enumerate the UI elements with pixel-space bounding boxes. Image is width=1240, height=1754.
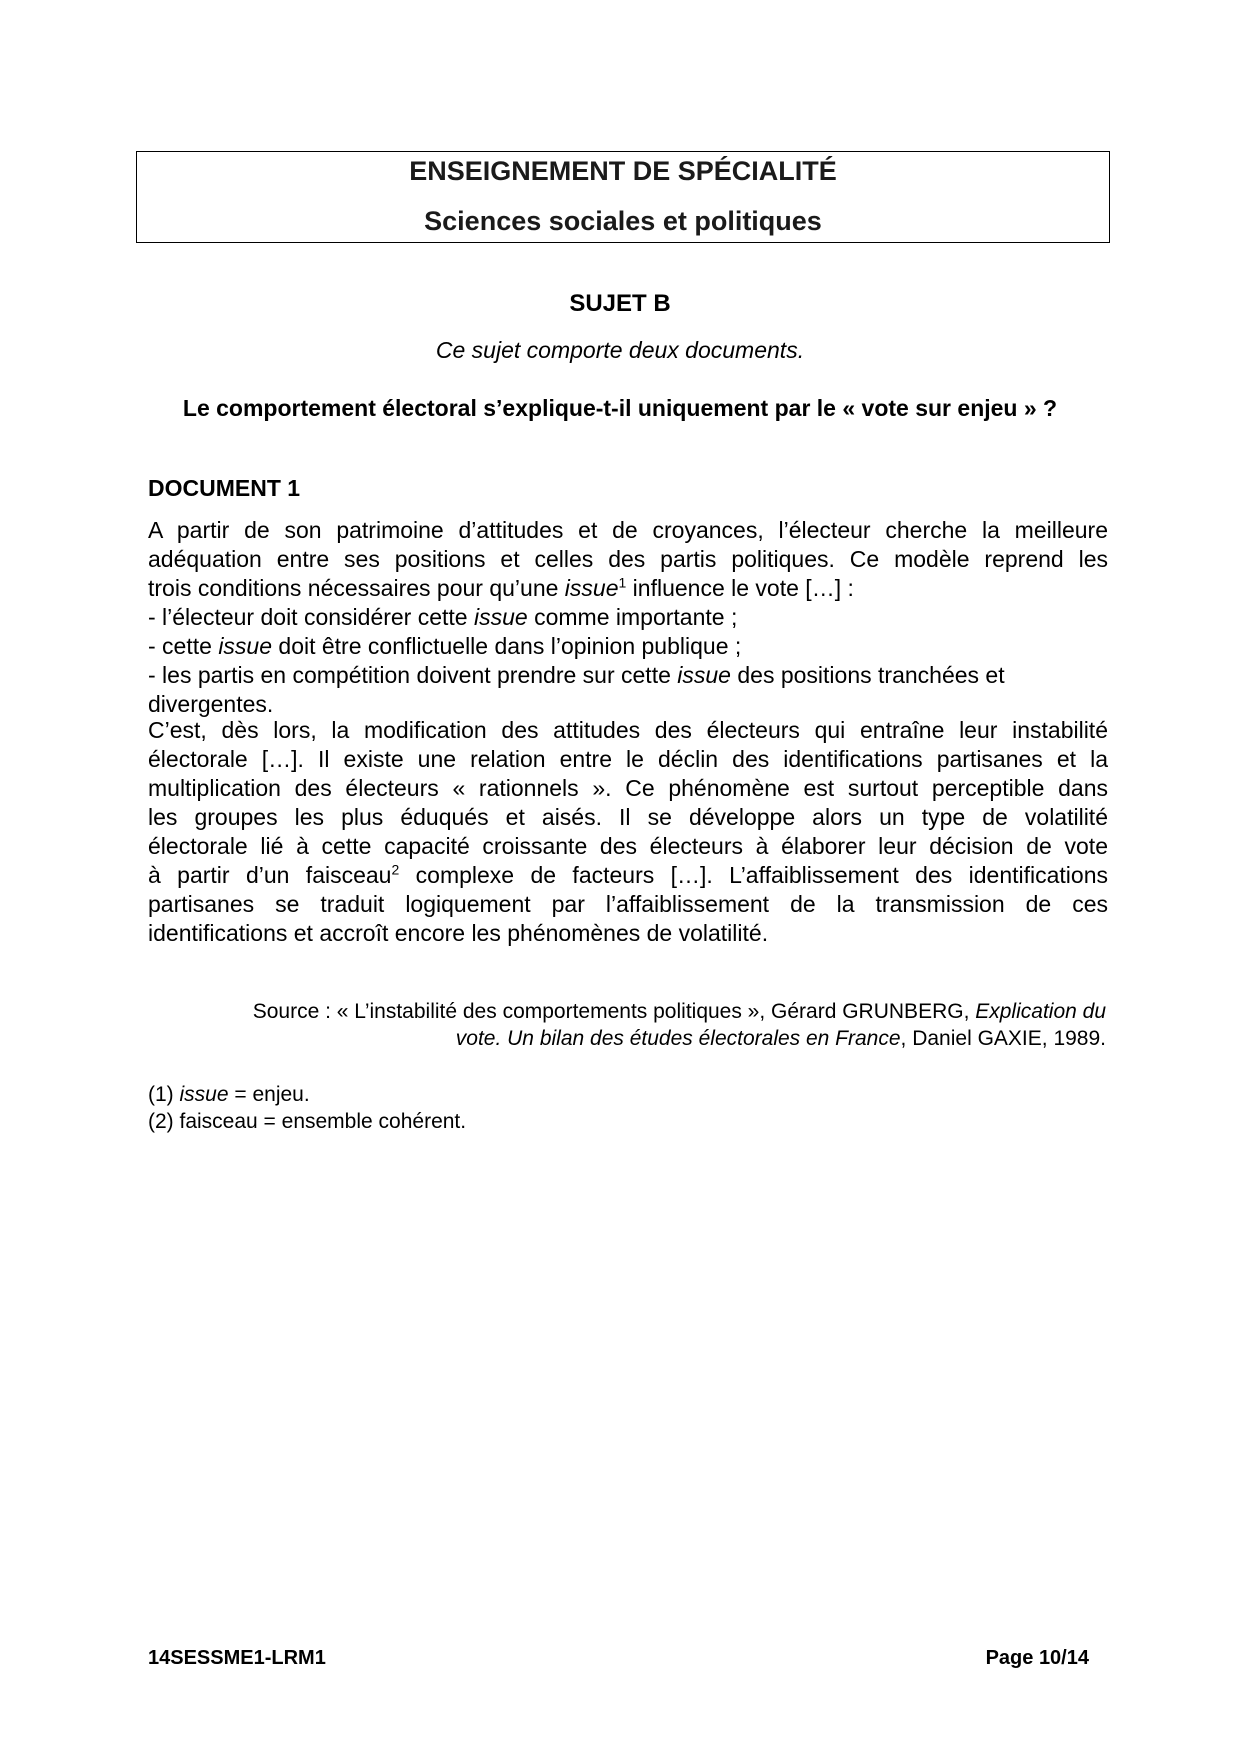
footnote-1: (1) issue = enjeu.	[148, 1083, 310, 1106]
text-line: A partir de son patrimoine d’attitudes et de croyances, l’électeur cherche la meilleure	[148, 517, 1108, 543]
text-line: électorale lié à cette capacité croissante des électeurs à élaborer leur décision de vote	[148, 833, 1108, 859]
sujet-question: Le comportement électoral s’explique-t-il uniquement par le « vote sur enjeu » ?	[182, 395, 1058, 421]
text-line: - les partis en compétition doivent prendre sur cette issue des positions tranchées et	[148, 662, 1005, 688]
text-line: C’est, dès lors, la modification des attitudes des électeurs qui entraîne leur instabilité	[148, 717, 1108, 743]
header-subtitle: Sciences sociales et politiques	[424, 206, 822, 236]
footer-code: 14SESSME1-LRM1	[148, 1647, 326, 1669]
document-source	[148, 998, 1106, 1052]
document-paragraph-2	[148, 716, 1108, 948]
footer-page-number: Page 10/14	[985, 1647, 1089, 1669]
text-line: adéquation entre ses positions et celles des partis politiques. Ce modèle reprend les	[148, 546, 1108, 572]
text-line: électorale […]. Il existe une relation entre le déclin des identifications partisanes et la	[148, 746, 1108, 772]
text-line: multiplication des électeurs « rationnels ». Ce phénomène est surtout perceptible dans	[148, 775, 1108, 801]
header-box	[136, 151, 1110, 243]
document-title: DOCUMENT 1	[148, 475, 301, 501]
header-title: ENSEIGNEMENT DE SPÉCIALITÉ	[409, 156, 837, 186]
text-line: divergentes.	[148, 691, 274, 717]
text-line: les groupes les plus éduqués et aisés. Il se développe alors un type de volatilité	[148, 804, 1108, 830]
source-line-1: Source : « L’instabilité des comportements politiques », Gérard GRUNBERG, Explication du	[252, 1000, 1106, 1023]
text-line: à partir d’un faisceau$^2$ complexe de facteurs […]. L’affaiblissement des identifications	[148, 861, 1108, 888]
source-line-2: vote. Un bilan des études électorales en France, Daniel GAXIE, 1989.	[455, 1027, 1106, 1050]
sujet-title: SUJET B	[569, 290, 671, 317]
footnotes	[148, 1081, 466, 1135]
sujet-intro: Ce sujet comporte deux documents.	[435, 337, 805, 363]
text-line: identifications et accroît encore les phénomènes de volatilité.	[148, 920, 769, 946]
text-line: - cette issue doit être conflictuelle dans l’opinion publique ;	[148, 633, 742, 659]
text-line: partisanes se traduit logiquement par l’affaiblissement de la transmission de ces	[148, 891, 1108, 917]
text-line: - l’électeur doit considérer cette issue comme importante ;	[148, 604, 738, 630]
footnote-ref-1: 1	[618, 574, 627, 591]
text-line: trois conditions nécessaires pour qu’une issue$^1$ influence le vote […] :	[148, 574, 854, 601]
footnote-2: (2) faisceau = ensemble cohérent.	[148, 1110, 467, 1133]
footnote-ref-2: 2	[391, 861, 400, 878]
document-paragraph-1	[148, 516, 1108, 719]
